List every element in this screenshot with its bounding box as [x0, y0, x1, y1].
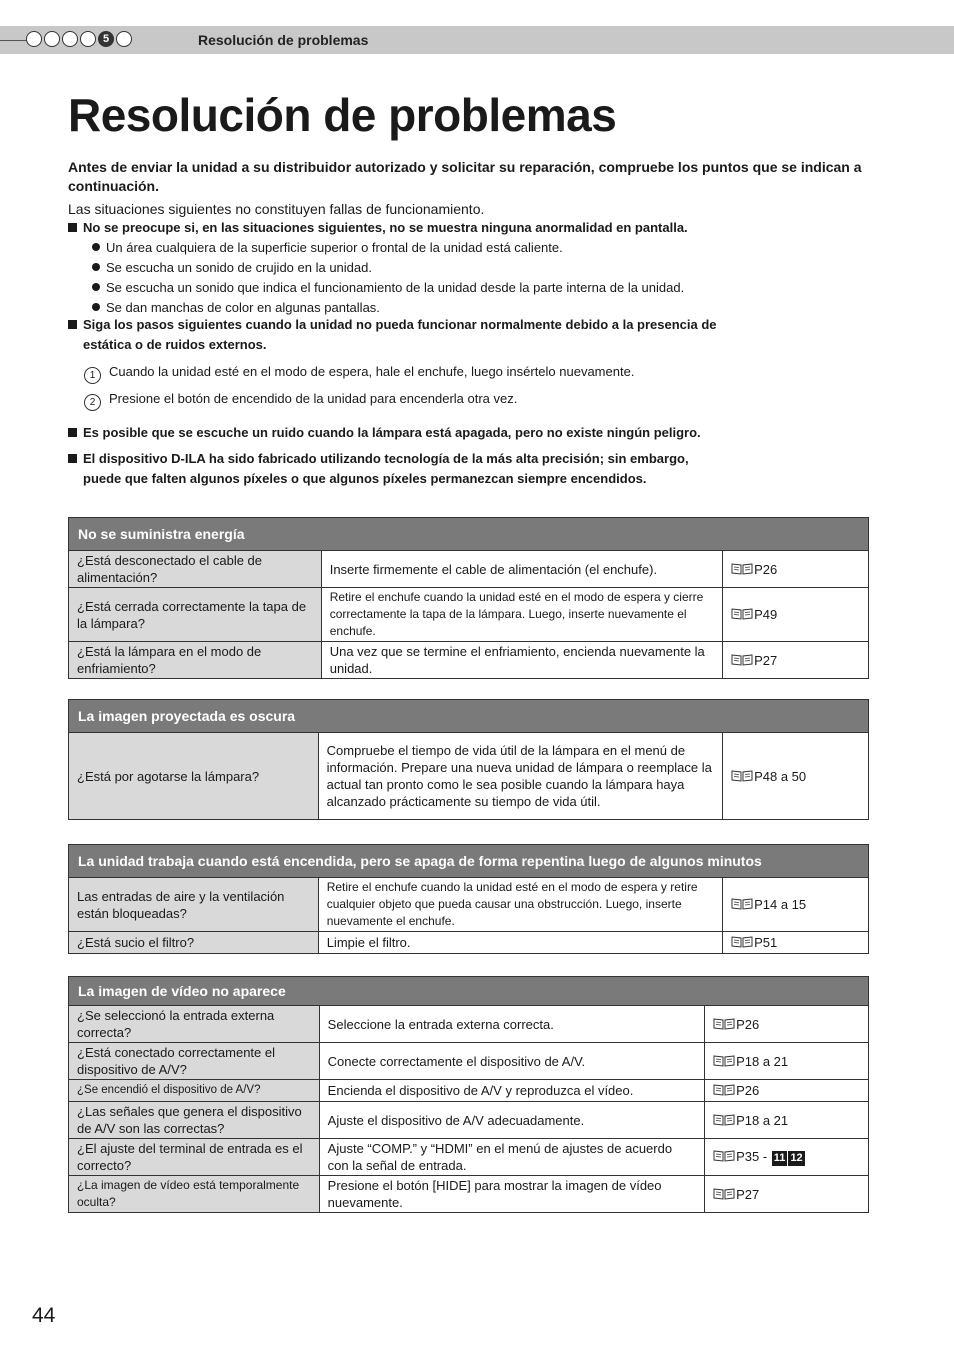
bullet-dot-icon	[92, 263, 100, 271]
question-cell: ¿Está desconectado el cable de alimentación?	[69, 551, 322, 588]
table-shuts-off	[68, 844, 869, 954]
manual-book-icon	[713, 1149, 735, 1161]
solution-cell: Una vez que se termine el enfriamiento, encienda nuevamente la unidad.	[321, 642, 722, 679]
square-bullet-icon	[68, 428, 77, 437]
square-bullet-icon	[68, 320, 77, 329]
square-bullet-icon	[68, 223, 77, 232]
table-title: La unidad trabaja cuando está encendida, pero se apaga de forma repentina luego de algunos minutos	[69, 845, 869, 878]
reference-text: P26	[754, 561, 778, 577]
bullet-item	[92, 280, 684, 295]
bullet-dot-icon	[92, 243, 100, 251]
table-row	[69, 1043, 869, 1080]
manual-book-icon	[713, 1083, 735, 1095]
note-2	[68, 315, 828, 355]
reference-cell	[723, 642, 869, 679]
note-4	[68, 449, 828, 489]
question-cell: ¿Está la lámpara en el modo de enfriamiento?	[69, 642, 322, 679]
manual-book-icon	[713, 1113, 735, 1125]
bullet-item	[92, 260, 372, 275]
chapter-circle-icon	[26, 31, 42, 47]
question-cell: ¿Está cerrada correctamente la tapa de la lámpara?	[69, 588, 322, 642]
reference-cell	[723, 551, 869, 588]
table-row	[69, 1139, 869, 1176]
bullet-text: Un área cualquiera de la superficie superior o frontal de la unidad está caliente.	[106, 240, 563, 255]
bullet-item	[92, 240, 563, 255]
table-no-power	[68, 517, 869, 679]
table-row	[69, 1176, 869, 1213]
question-cell: Las entradas de aire y la ventilación están bloqueadas?	[69, 878, 319, 932]
solution-cell: Ajuste el dispositivo de A/V adecuadamente.	[319, 1102, 704, 1139]
chapter-circle-icon	[80, 31, 96, 47]
bullet-dot-icon	[92, 283, 100, 291]
bullet-text: Se escucha un sonido de crujido en la unidad.	[106, 260, 372, 275]
table-row	[69, 588, 869, 642]
question-cell: ¿Se encendió el dispositivo de A/V?	[69, 1080, 320, 1102]
question-cell: ¿El ajuste del terminal de entrada es el correcto?	[69, 1139, 320, 1176]
question-cell: ¿Está por agotarse la lámpara?	[69, 733, 319, 820]
table-row	[69, 642, 869, 679]
manual-book-icon	[731, 769, 753, 781]
bullet-item	[92, 300, 380, 315]
intro-bold-text: Antes de enviar la unidad a su distribuidor autorizado y solicitar su reparación, compruebe los puntos que se indican a continuación.	[68, 159, 862, 194]
question-cell: ¿Las señales que genera el dispositivo de A/V son las correctas?	[69, 1102, 320, 1139]
square-bullet-icon	[68, 454, 77, 463]
table-row	[69, 1102, 869, 1139]
note-2-text: Siga los pasos siguientes cuando la unidad no pueda funcionar normalmente debido a la presencia de	[83, 317, 717, 332]
solution-cell: Compruebe el tiempo de vida útil de la lámpara en el menú de información. Prepare una nueva unidad de lámpara o reemplace la actual tan pronto como le sea posible cuando la lámpara haya alcanzado prácticamente su tiempo de vida útil.	[318, 733, 722, 820]
header-section-title: Resolución de problemas	[198, 32, 369, 48]
reference-text: P35 -	[736, 1149, 768, 1164]
solution-cell: Retire el enchufe cuando la unidad esté en el modo de espera y retire cualquier objeto que pueda causar una obstrucción. Luego, inserte nuevamente el enchufe.	[318, 878, 722, 932]
step-text: Presione el botón de encendido de la unidad para encenderla otra vez.	[109, 391, 518, 406]
step-1	[84, 364, 634, 384]
manual-book-icon	[731, 935, 753, 947]
reference-cell	[705, 1102, 869, 1139]
manual-book-icon	[713, 1187, 735, 1199]
table-row	[69, 932, 869, 954]
step-2	[84, 391, 517, 411]
chapter-circle-active-icon: 5	[98, 31, 114, 47]
solution-cell: Ajuste “COMP.” y “HDMI” en el menú de ajustes de acuerdo con la señal de entrada.	[319, 1139, 704, 1176]
note-2-text-cont: estática o de ruidos externos.	[83, 337, 267, 352]
reference-text: P49	[754, 607, 778, 622]
step-text: Cuando la unidad esté en el modo de espera, hale el enchufe, luego insértelo nuevamente.	[109, 364, 635, 379]
table-row	[69, 878, 869, 932]
solution-cell: Encienda el dispositivo de A/V y reproduzca el vídeo.	[319, 1080, 704, 1102]
manual-book-icon	[731, 653, 753, 665]
manual-book-icon	[731, 897, 753, 909]
reference-text: P18 a 21	[736, 1053, 789, 1069]
reference-text: P27	[736, 1186, 760, 1202]
reference-cell	[723, 932, 869, 954]
table-row	[69, 1006, 869, 1043]
intro-text: Las situaciones siguientes no constituyen fallas de funcionamiento.	[68, 201, 485, 217]
reference-text: P27	[754, 652, 778, 668]
question-cell: ¿Está conectado correctamente el dispositivo de A/V?	[69, 1043, 320, 1080]
table-row	[69, 1080, 869, 1102]
reference-text: P18 a 21	[736, 1112, 789, 1128]
table-title: La imagen de vídeo no aparece	[69, 977, 869, 1006]
step-number-icon: 2	[84, 394, 101, 411]
reference-cell	[723, 878, 869, 932]
reference-text: P26	[736, 1016, 760, 1032]
solution-cell: Seleccione la entrada externa correcta.	[319, 1006, 704, 1043]
question-cell: ¿Está sucio el filtro?	[69, 932, 319, 954]
section-header-bar	[0, 26, 954, 54]
reference-cell	[705, 1080, 869, 1102]
table-no-video	[68, 976, 869, 1213]
table-dark-image	[68, 699, 869, 820]
solution-cell: Inserte firmemente el cable de alimentación (el enchufe).	[321, 551, 722, 588]
solution-cell: Presione el botón [HIDE] para mostrar la imagen de vídeo nuevamente.	[319, 1176, 704, 1213]
reference-cell	[705, 1139, 869, 1176]
reference-cell	[705, 1006, 869, 1043]
chapter-circle-icon	[44, 31, 60, 47]
reference-cell	[705, 1043, 869, 1080]
page-badge: 11	[773, 1152, 786, 1164]
manual-book-icon	[713, 1017, 735, 1029]
note-4-text-cont: puede que falten algunos píxeles o que algunos píxeles permanezcan siempre encendidos.	[83, 471, 647, 486]
reference-text: P51	[754, 935, 778, 950]
bullet-dot-icon	[92, 303, 100, 311]
bullet-text: Se escucha un sonido que indica el funcionamiento de la unidad desde la parte interna de la unidad.	[106, 280, 685, 295]
solution-cell: Retire el enchufe cuando la unidad esté en el modo de espera y cierre correctamente la tapa de la lámpara. Luego, inserte nuevamente el enchufe.	[321, 588, 722, 642]
question-cell: ¿La imagen de vídeo está temporalmente oculta?	[69, 1176, 320, 1213]
manual-book-icon	[731, 607, 753, 619]
solution-cell: Conecte correctamente el dispositivo de A/V.	[319, 1043, 704, 1080]
table-row	[69, 551, 869, 588]
table-title: La imagen proyectada es oscura	[69, 700, 869, 733]
manual-book-icon	[713, 1054, 735, 1066]
question-cell: ¿Se seleccionó la entrada externa correcta?	[69, 1006, 320, 1043]
page-title: Resolución de problemas	[68, 89, 617, 141]
page-badge: 12	[790, 1152, 803, 1164]
note-1	[68, 218, 828, 238]
reference-text: P26	[736, 1083, 760, 1098]
reference-cell	[723, 588, 869, 642]
note-3-text: Es posible que se escuche un ruido cuando la lámpara está apagada, pero no existe ningún peligro.	[83, 425, 701, 440]
note-4-text: El dispositivo D-ILA ha sido fabricado utilizando tecnología de la más alta precisión; sin embargo,	[83, 451, 689, 466]
chapter-circle-icon	[116, 31, 132, 47]
reference-text: P48 a 50	[754, 768, 807, 784]
table-title: No se suministra energía	[69, 518, 869, 551]
note-1-text: No se preocupe si, en las situaciones siguientes, no se muestra ninguna anormalidad en pantalla.	[83, 220, 688, 235]
reference-cell	[705, 1176, 869, 1213]
solution-cell: Limpie el filtro.	[318, 932, 722, 954]
reference-cell	[723, 733, 869, 820]
chapter-indicator	[26, 31, 134, 47]
manual-book-icon	[731, 562, 753, 574]
step-number-icon: 1	[84, 367, 101, 384]
chapter-circle-icon	[62, 31, 78, 47]
page-number: 44	[32, 1304, 56, 1327]
table-row	[69, 733, 869, 820]
reference-text: P14 a 15	[754, 897, 807, 912]
bullet-text: Se dan manchas de color en algunas pantallas.	[106, 300, 380, 315]
note-3	[68, 423, 828, 443]
